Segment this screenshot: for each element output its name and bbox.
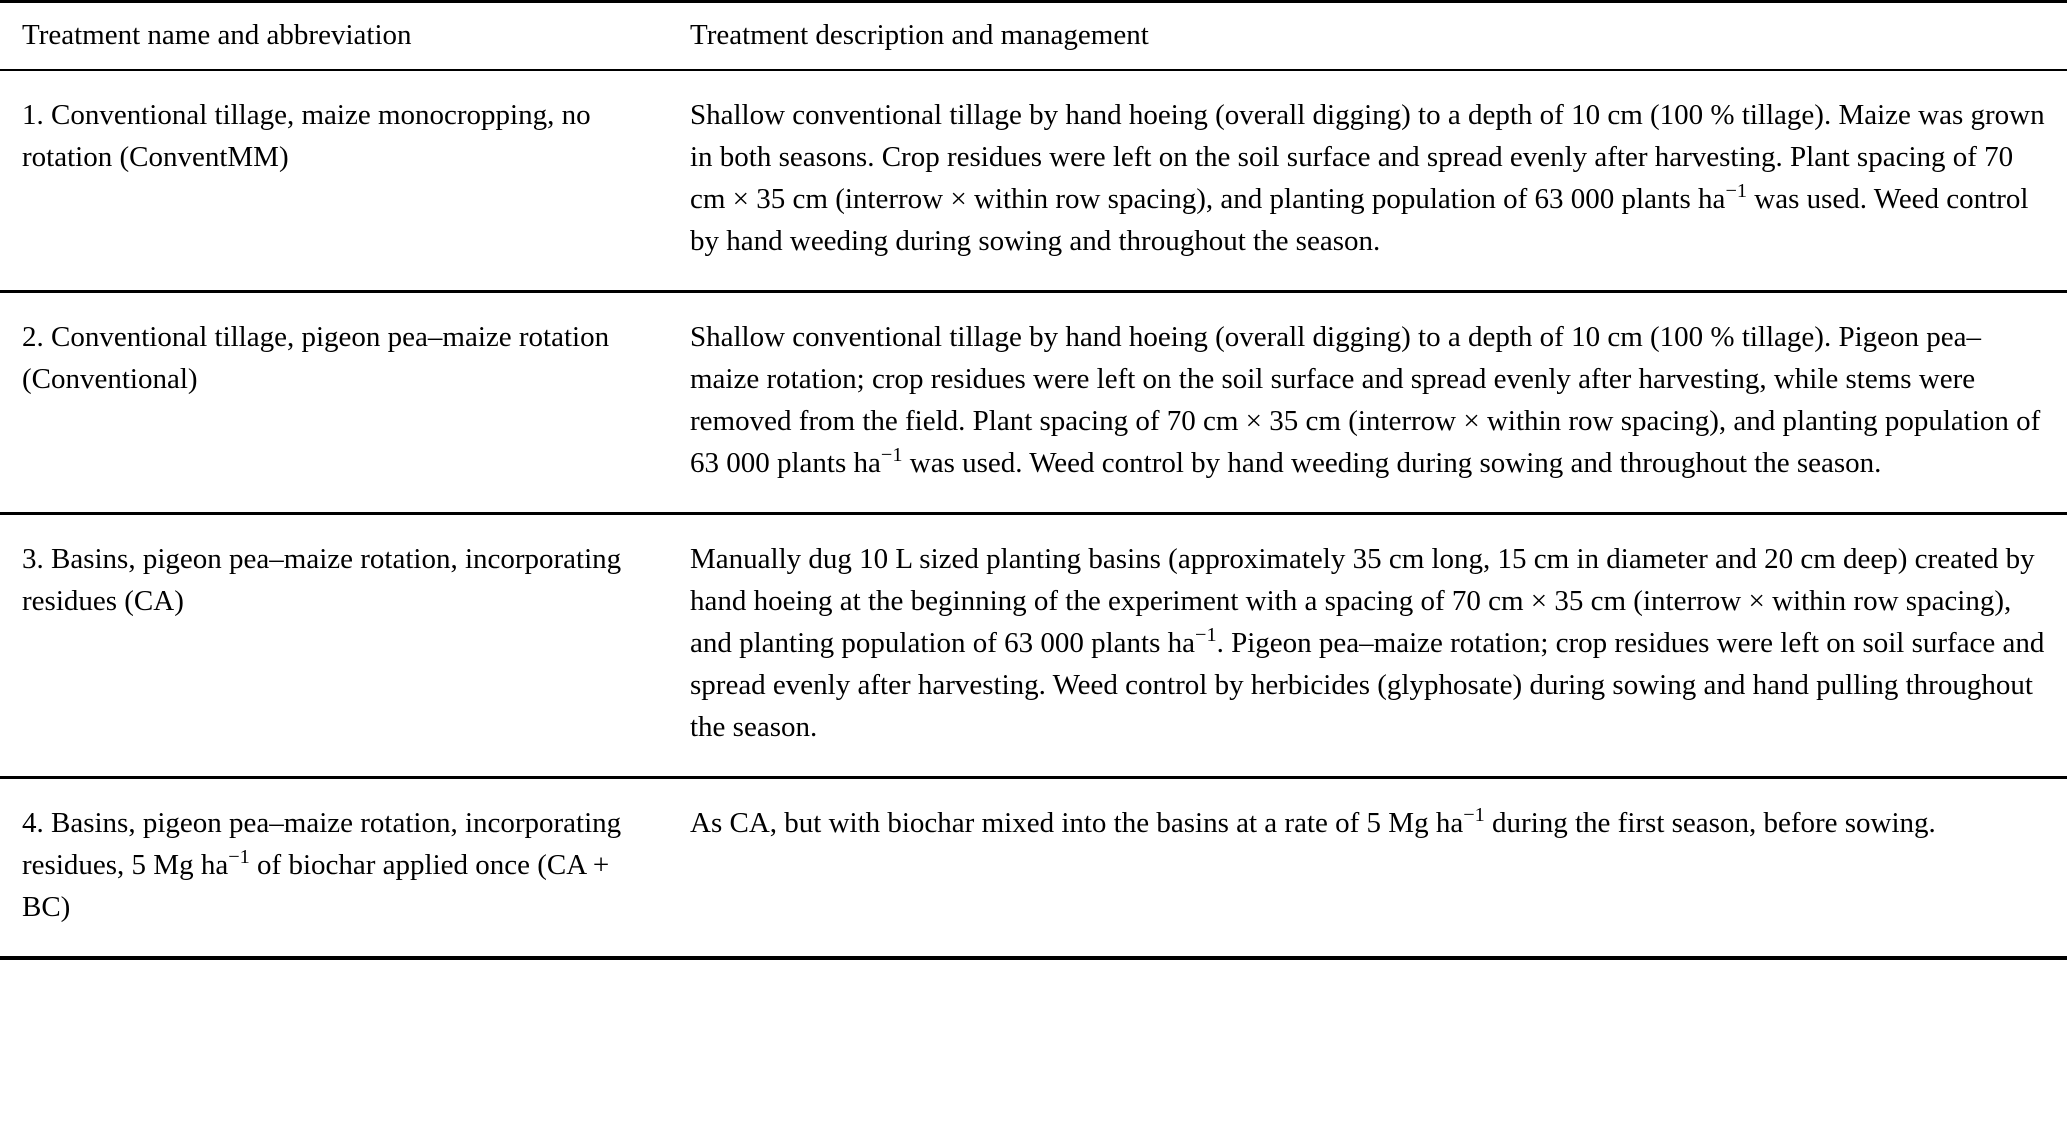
- table-row-ca-bc: [0, 776, 2067, 956]
- treatment-description-cell: Manually dug 10 L sized planting basins (approximately 35 cm long, 15 cm in diameter and 20 cm deep) created by hand hoeing at the beginning of the experiment with a spacing of 70 cm × 35 cm (interrow × within row spacing), and planting population of 63 000 plants $ha^{-1}$. Pigeon pea–maize rotation; crop residues were left on soil surface and spread evenly after harvesting. Weed control by herbicides (glyphosate) during sowing and hand pulling throughout the season.: [690, 543, 2045, 743]
- table-row-conventmm: [0, 71, 2067, 290]
- treatment-description-cell: Shallow conventional tillage by hand hoeing (overall digging) to a depth of 10 cm (100 % tillage). Pigeon pea–maize rotation; crop residues were left on the soil surface and spread evenly after harvesting, while stems were removed from the field. Plant spacing of 70 cm × 35 cm (interrow × within row spacing), and planting population of 63 000 plants $ha^{-1}$ was used. Weed control by hand weeding during sowing and throughout the season.: [690, 321, 2041, 479]
- treatment-name-cell: 1. Conventional tillage, maize monocropping, no rotation (ConventMM): [22, 99, 591, 173]
- treatment-description-cell: As CA, but with biochar mixed into the basins at a rate of 5 Mg $ha^{-1}$ during the first season, before sowing.: [690, 803, 1936, 839]
- column-header-treatment-description: Treatment description and management: [690, 19, 1149, 51]
- table-row-ca: [0, 512, 2067, 776]
- treatment-description-cell: Shallow conventional tillage by hand hoeing (overall digging) to a depth of 10 cm (100 % tillage). Maize was grown in both seasons. Crop residues were left on the soil surface and spread evenly after harvesting. Plant spacing of 70 cm × 35 cm (interrow × within row spacing), and planting population of 63 000 plants $ha^{-1}$ was used. Weed control by hand weeding during sowing and throughout the season.: [690, 99, 2045, 257]
- table-row-conventional: [0, 290, 2067, 512]
- treatment-name-cell: 3. Basins, pigeon pea–maize rotation, incorporating residues (CA): [22, 543, 622, 617]
- table-header-row: [0, 3, 2067, 71]
- treatment-name-cell: 4. Basins, pigeon pea–maize rotation, incorporating residues, 5 Mg $ha^{-1}$ of biochar applied once (CA + BC): [22, 807, 622, 923]
- column-header-treatment-name: Treatment name and abbreviation: [22, 19, 412, 51]
- treatment-name-cell: 2. Conventional tillage, pigeon pea–maize rotation (Conventional): [22, 321, 610, 395]
